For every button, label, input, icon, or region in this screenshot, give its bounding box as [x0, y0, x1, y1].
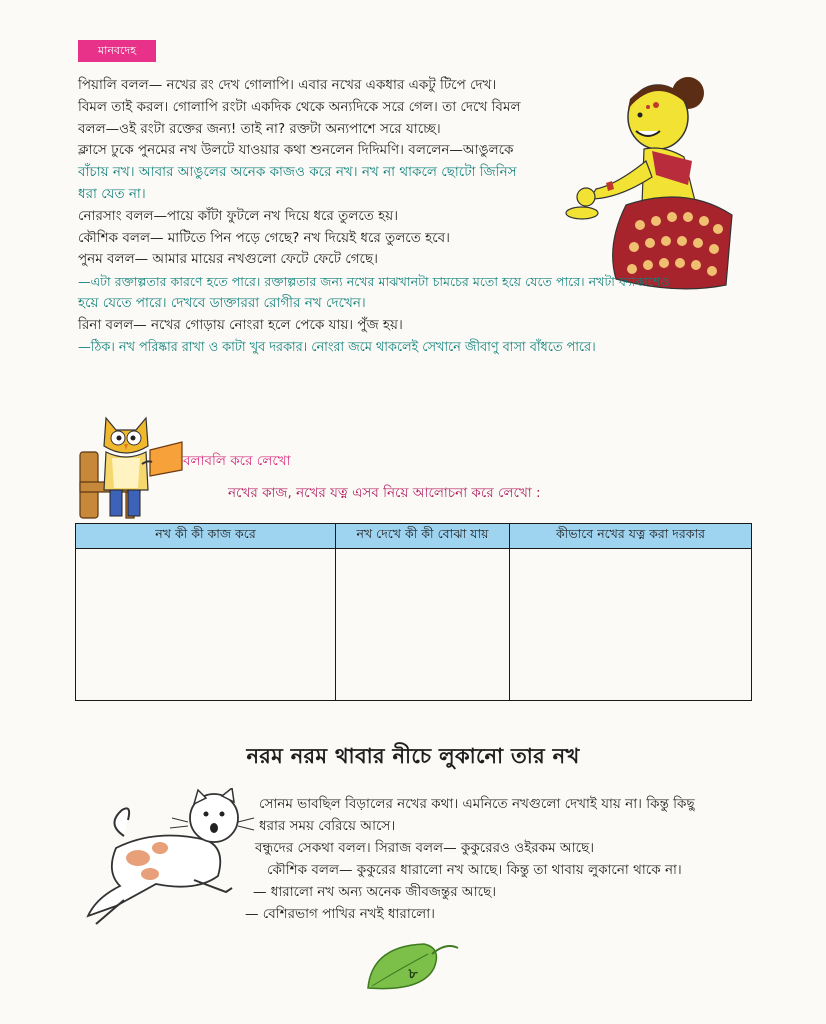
- worksheet-table: [75, 523, 752, 701]
- passage-line: বিমল তাই করল। গোলাপি রংটা একদিক থেকে অন্যদিকে সরে গেল। তা দেখে বিমল: [78, 98, 521, 115]
- passage-line: ধরা যেত না।: [78, 185, 146, 202]
- answer-cell-care[interactable]: [510, 549, 752, 701]
- passage-line: —এটা রক্তাল্পতার কারণে হতে পারে। রক্তাল্পতার জন্য নখের মাঝখানটা চামচের মতো হয়ে যেতে পারে। নখটা ফ্যাকাশেও: [78, 274, 670, 290]
- owl-reading-illustration: [76, 412, 186, 520]
- main-passage: [78, 75, 758, 358]
- passage-line: বন্ধুদের সেকথা বলল। সিরাজ বলল— কুকুরেরও ওইরকম আছে।: [255, 840, 595, 856]
- passage-line: পিয়ালি বলল— নখের রং দেখ গোলাপি। এবার নখের একধার একটু টিপে দেখ।: [78, 77, 497, 93]
- passage-line: ধরার সময় বেরিয়ে আসে।: [259, 818, 396, 834]
- table-header-functions: নখ কী কী কাজ করে: [76, 524, 336, 549]
- cat-illustration: [76, 788, 256, 930]
- passage-line: — বেশিরভাগ পাখির নখই ধারালো।: [245, 906, 435, 922]
- activity-instruction: নখের কাজ, নখের যত্ন এসব নিয়ে আলোচনা করে লেখো :: [228, 485, 541, 501]
- passage-line: — ধারালো নখ অন্য অনেক জীবজন্তুর আছে।: [253, 884, 497, 900]
- passage-line: কৌশিক বলল— মাটিতে পিন পড়ে গেছে? নখ দিয়েই ধরে তুলতে হবে।: [78, 229, 451, 246]
- table-header-care: কীভাবে নখের যত্ন করা দরকার: [510, 524, 752, 549]
- passage-line: সোনম ভাবছিল বিড়ালের নখের কথা। এমনিতে নখগুলো দেখাই যায় না। কিন্তু কিছু: [259, 796, 695, 812]
- page-number: ৮: [408, 966, 418, 982]
- passage-line: হয়ে যেতে পারে। দেখবে ডাক্তাররা রোগীর নখ দেখেন।: [78, 294, 366, 311]
- passage-line: —ঠিক। নখ পরিষ্কার রাখা ও কাটা খুব দরকার। নোংরা জমে থাকলেই সেখানে জীবাণু বাসা বাঁধতে পারে।: [78, 339, 596, 355]
- passage-line: পুনম বলল— আমার মায়ের নখগুলো ফেটে ফেটে গেছে।: [78, 251, 378, 268]
- passage-line: নোরসাং বলল—পায়ে কাঁটা ফুটলে নখ দিয়ে ধরে তুলতে হয়।: [78, 207, 399, 224]
- activity-label: বলাবলি করে লেখো: [183, 453, 291, 469]
- answer-cell-signs[interactable]: [336, 549, 510, 701]
- passage-line: ক্লাসে ঢুকে পুনমের নখ উলটে যাওয়ার কথা শুনলেন দিদিমণি। বললেন—আঙুলকে: [78, 142, 514, 159]
- table-header-signs: নখ দেখে কী কী বোঝা যায়: [336, 524, 510, 549]
- second-passage: [245, 793, 765, 925]
- passage-line: বলল—ওই রংটা রক্তের জন্য! তাই না? রক্তটা অন্যপাশে সরে যাচ্ছে।: [78, 120, 441, 137]
- passage-line: কৌশিক বলল— কুকুরের ধারালো নখ আছে। কিন্তু তা থাবায় লুকানো থাকে না।: [267, 862, 682, 878]
- section-tag: মানবদেহ: [78, 40, 156, 62]
- passage-line: রিনা বলল— নখের গোড়ায় নোংরা হলে পেকে যায়। পুঁজ হয়।: [78, 316, 403, 333]
- answer-cell-functions[interactable]: [76, 549, 336, 701]
- passage-line: বাঁচায় নখ। আবার আঙুলের অনেক কাজও করে নখ। নখ না থাকলে ছোটো জিনিস: [78, 164, 517, 181]
- section-heading: নরম নরম থাবার নীচে লুকানো তার নখ: [246, 744, 580, 768]
